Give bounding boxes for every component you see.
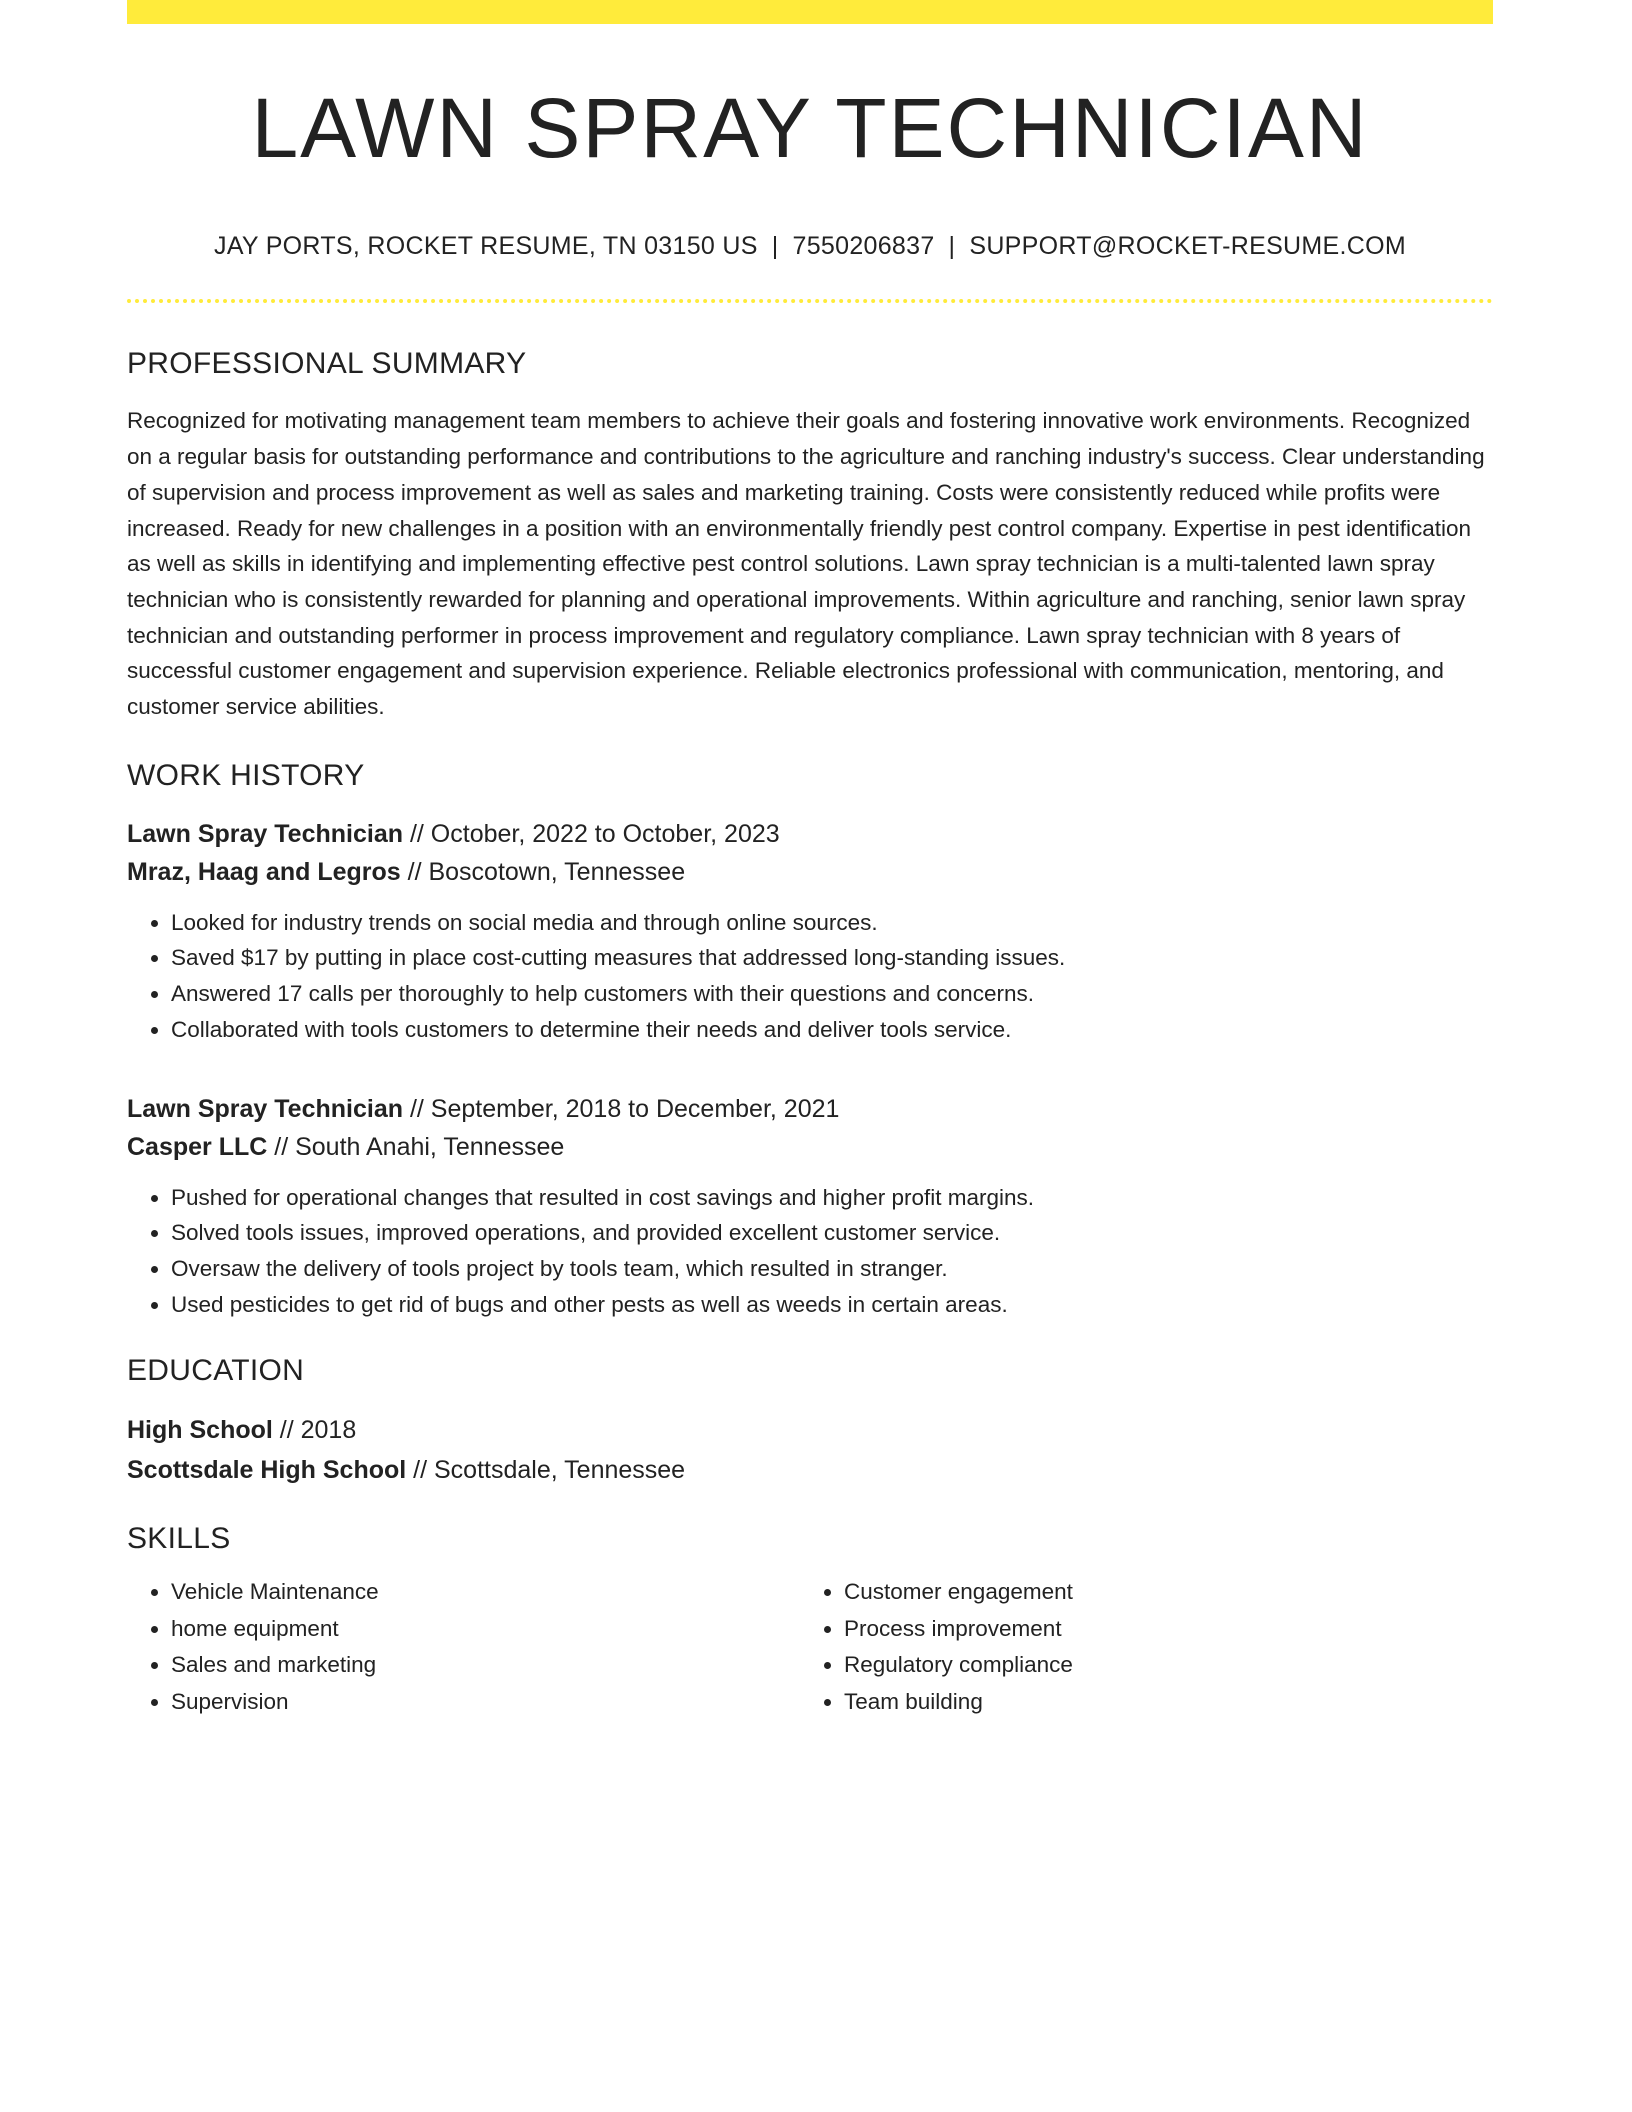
job-entry [127, 815, 1493, 1048]
top-accent-bar [127, 0, 1493, 24]
list-item: • Collaborated with tools customers to determine their needs and deliver tools service. [171, 1012, 1493, 1048]
summary-heading: PROFESSIONAL SUMMARY [127, 347, 527, 381]
contact-phone: 7550206837 [792, 232, 935, 261]
education-heading: EDUCATION [127, 1354, 305, 1388]
list-item: • Customer engagement [844, 1574, 1473, 1611]
list-item: • Sales and marketing [171, 1647, 800, 1684]
job-company-line [127, 853, 1493, 891]
list-item: • Regulatory compliance [844, 1647, 1473, 1684]
education-school-line [127, 1450, 1493, 1490]
job-dates: // October, 2022 to October, 2023 [403, 819, 780, 848]
dotted-divider [127, 299, 1493, 303]
job-company-line [127, 1128, 1493, 1166]
job-dates: // September, 2018 to December, 2021 [403, 1094, 840, 1123]
list-item: • Saved $17 by putting in place cost-cutting measures that addressed long-standing issues. [171, 940, 1493, 976]
job-location: // South Anahi, Tennessee [267, 1132, 565, 1161]
job-bullets [127, 905, 1493, 1048]
job-role: Lawn Spray Technician [127, 819, 404, 848]
education-degree: High School [127, 1416, 273, 1445]
list-item: • home equipment [171, 1611, 800, 1648]
education-location: // Scottsdale, Tennessee [406, 1456, 686, 1485]
resume-page [127, 0, 1493, 1720]
job-title-line [127, 815, 1493, 853]
list-item: • Pushed for operational changes that resulted in cost savings and higher profit margins. [171, 1180, 1493, 1216]
job-company: Mraz, Haag and Legros [127, 857, 401, 886]
job-company: Casper LLC [127, 1132, 268, 1161]
contact-line [127, 232, 1493, 261]
contact-email: SUPPORT@ROCKET-RESUME.COM [969, 232, 1406, 261]
education-entry [127, 1410, 1493, 1490]
skills-list-right [800, 1574, 1473, 1720]
education-degree-line [127, 1410, 1493, 1450]
list-item: • Vehicle Maintenance [171, 1574, 800, 1611]
education-year: // 2018 [272, 1416, 357, 1445]
list-item: • Oversaw the delivery of tools project by tools team, which resulted in stranger. [171, 1251, 1493, 1287]
list-item: • Solved tools issues, improved operations, and provided excellent customer service. [171, 1215, 1493, 1251]
list-item: • Used pesticides to get rid of bugs and other pests as well as weeds in certain areas. [171, 1287, 1493, 1323]
list-item: • Looked for industry trends on social media and through online sources. [171, 905, 1493, 941]
job-title-line [127, 1090, 1493, 1128]
skills-list-left [127, 1574, 800, 1720]
job-role: Lawn Spray Technician [127, 1094, 404, 1123]
job-entry [127, 1090, 1493, 1323]
education-school: Scottsdale High School [127, 1456, 407, 1485]
skills-heading: SKILLS [127, 1522, 231, 1556]
summary-text: Recognized for motivating management team members to achieve their goals and fostering innovative work environments. Recognized on a regular basis for outstanding performance and contributions to the agriculture and ranching industry's success. Clear understanding of supervision and process improvement as well as sales and marketing training. Costs were consistently reduced while profits were increased. Ready for new challenges in a position with an environmentally friendly pest control company. Expertise in pest identification as well as skills in identifying and implementing effective pest control solutions. Lawn spray technician is a multi-talented lawn spray technician who is consistently rewarded for planning and operational improvements. Within agriculture and ranching, senior lawn spray technician and outstanding performer in process improvement and regulatory compliance. Lawn spray technician with 8 years of successful customer engagement and supervision experience. Reliable electronics professional with communication, mentoring, and customer service abilities. [127, 408, 1485, 720]
contact-address: JAY PORTS, ROCKET RESUME, TN 03150 US [214, 232, 758, 261]
work-history-heading: WORK HISTORY [127, 758, 365, 792]
list-item: • Supervision [171, 1684, 800, 1721]
job-location: // Boscotown, Tennessee [400, 857, 686, 886]
contact-separator: | [948, 232, 956, 261]
list-item: • Answered 17 calls per thoroughly to help customers with their questions and concerns. [171, 976, 1493, 1012]
resume-title: LAWN SPRAY TECHNICIAN [251, 81, 1369, 175]
list-item: • Team building [844, 1684, 1473, 1721]
list-item: • Process improvement [844, 1611, 1473, 1648]
skills-columns [127, 1574, 1493, 1720]
job-bullets [127, 1180, 1493, 1323]
contact-separator: | [771, 232, 779, 261]
